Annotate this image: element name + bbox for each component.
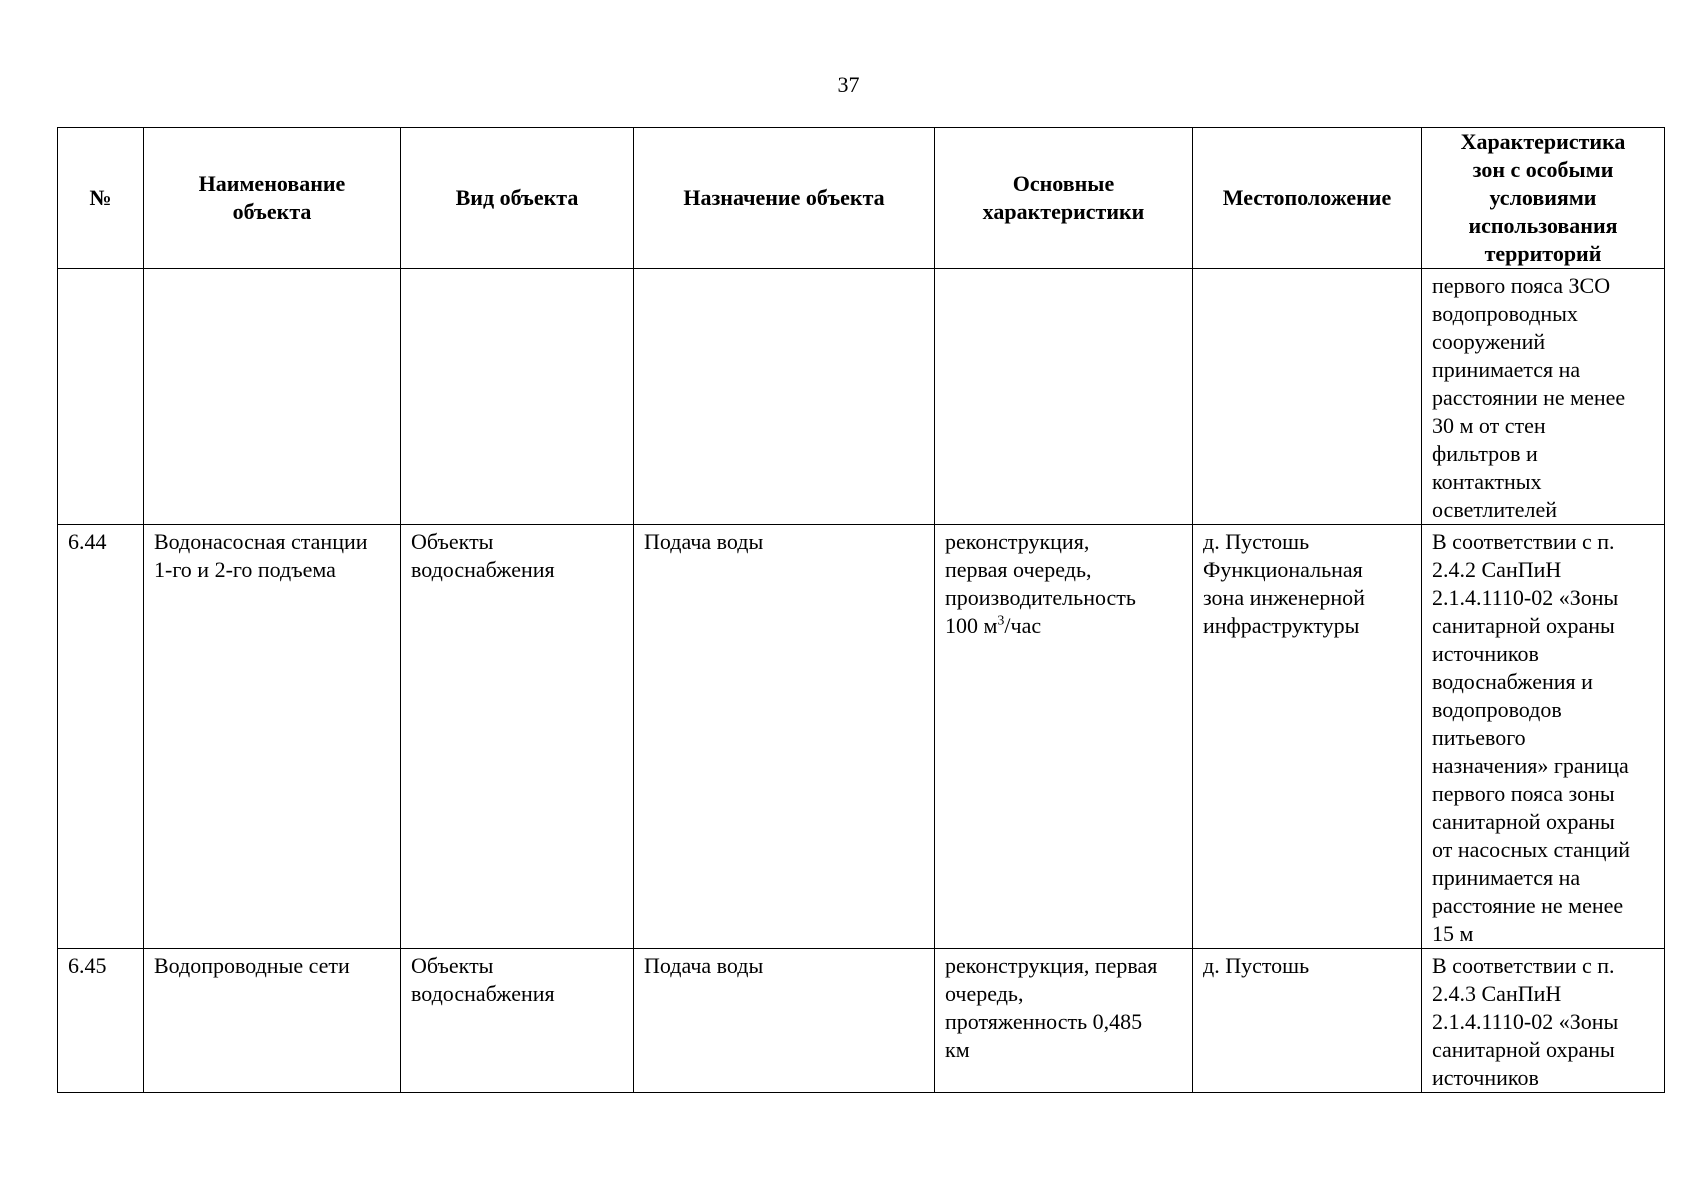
cell-zones: В соответствии с п. 2.4.2 СанПиН 2.1.4.1110-02 «Зоны санитарной охраны источников водоснабжения и водопроводов питьевого назначения» граница первого пояса зоны санитарной охраны от насосных станций принимается на расстояние не менее 15 м bbox=[1422, 525, 1665, 949]
cell-location: д. Пустошь Функциональная зона инженерной инфраструктуры bbox=[1193, 525, 1422, 949]
cell-number bbox=[58, 269, 144, 525]
table-header-row bbox=[58, 128, 1665, 269]
cell-type bbox=[401, 269, 634, 525]
cell-number: 6.44 bbox=[58, 525, 144, 949]
cell-number: 6.45 bbox=[58, 949, 144, 1093]
cell-location bbox=[1193, 269, 1422, 525]
cell-type: Объекты водоснабжения bbox=[401, 525, 634, 949]
header-purpose: Назначение объекта bbox=[634, 128, 935, 269]
cell-purpose: Подача воды bbox=[634, 525, 935, 949]
capacity-unit: /час bbox=[1004, 613, 1042, 638]
cell-type: Объекты водоснабжения bbox=[401, 949, 634, 1093]
table-row bbox=[58, 525, 1665, 949]
cell-purpose bbox=[634, 269, 935, 525]
characteristics-text: реконструкция, первая очередь, производительность bbox=[945, 529, 1136, 610]
cell-name bbox=[144, 269, 401, 525]
cell-zones: В соответствии с п. 2.4.3 СанПиН 2.1.4.1110-02 «Зоны санитарной охраны источников bbox=[1422, 949, 1665, 1093]
header-type: Вид объекта bbox=[401, 128, 634, 269]
cell-characteristics bbox=[935, 269, 1193, 525]
cell-zones: первого пояса ЗСО водопроводных сооружений принимается на расстоянии не менее 30 м от стен фильтров и контактных осветлителей bbox=[1422, 269, 1665, 525]
cell-characteristics: реконструкция, первая очередь, протяженность 0,485 км bbox=[935, 949, 1193, 1093]
header-location: Местоположение bbox=[1193, 128, 1422, 269]
page-number: 37 bbox=[837, 72, 860, 97]
header-name: Наименование объекта bbox=[144, 128, 401, 269]
header-number: № bbox=[58, 128, 144, 269]
capacity-exponent: 3 bbox=[997, 613, 1005, 629]
header-characteristics: Основные характеристики bbox=[935, 128, 1193, 269]
objects-table bbox=[57, 127, 1665, 1093]
table-row bbox=[58, 269, 1665, 525]
capacity-value: 100 м bbox=[945, 613, 998, 638]
cell-name: Водопроводные сети bbox=[144, 949, 401, 1093]
table-row bbox=[58, 949, 1665, 1093]
cell-purpose: Подача воды bbox=[634, 949, 935, 1093]
cell-characteristics bbox=[935, 525, 1193, 949]
cell-name: Водонасосная станции 1-го и 2-го подъема bbox=[144, 525, 401, 949]
header-zones: Характеристика зон с особыми условиями использования территорий bbox=[1422, 128, 1665, 269]
cell-location: д. Пустошь bbox=[1193, 949, 1422, 1093]
